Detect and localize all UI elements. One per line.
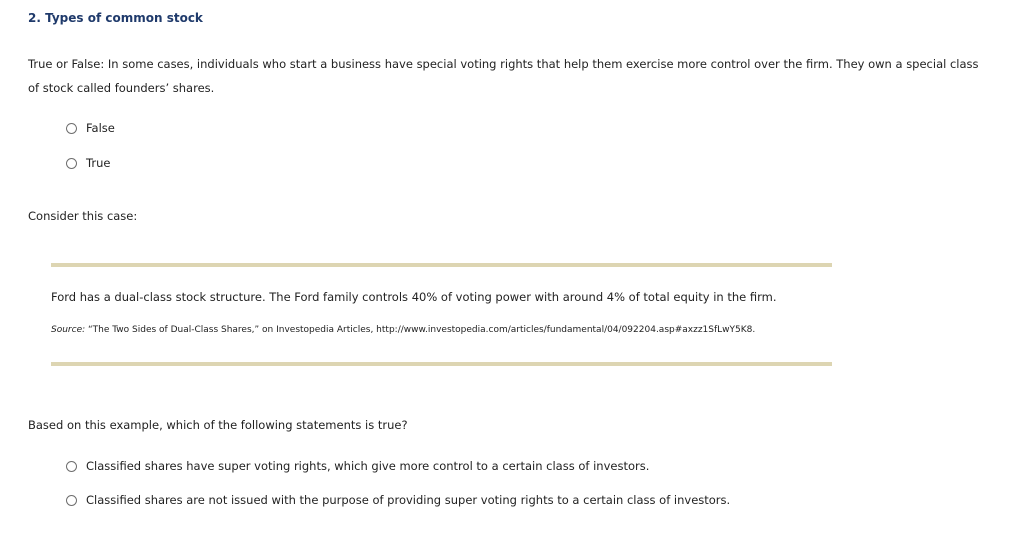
- case-source: [51, 325, 755, 335]
- source-text: “The Two Sides of Dual-Class Shares,” on Investopedia Articles, http://www.investopedia.com/articles/fundamental/04/092204.asp#axzz1SfLwY5K8.: [85, 325, 756, 335]
- option-true-label: True: [86, 156, 111, 170]
- question1-prompt: True or False: In some cases, individuals who start a business have special voting rights that help them exercise more control over the firm. They own a special class of stock called founders’ shares.: [28, 57, 979, 95]
- option-classified-not-super-voting[interactable]: [66, 493, 730, 507]
- option-true[interactable]: [66, 156, 110, 170]
- radio-button-option-b[interactable]: [66, 495, 77, 506]
- section-heading: 2. Types of common stock: [28, 11, 203, 25]
- radio-button-true[interactable]: [66, 158, 77, 169]
- option-a-label: Classified shares have super voting rights, which give more control to a certain class of investors.: [86, 459, 650, 473]
- option-false-label: False: [86, 121, 115, 135]
- source-label: Source:: [51, 325, 86, 335]
- case-top-divider: [51, 263, 832, 267]
- radio-button-option-a[interactable]: [66, 461, 77, 472]
- radio-button-false[interactable]: [66, 123, 77, 134]
- case-text: Ford has a dual-class stock structure. The Ford family controls 40% of voting power with around 4% of total equity in the firm.: [51, 290, 777, 304]
- case-bottom-divider: [51, 362, 832, 366]
- option-b-label: Classified shares are not issued with the purpose of providing super voting rights to a certain class of investors.: [86, 493, 731, 507]
- option-false[interactable]: [66, 121, 115, 135]
- option-classified-super-voting[interactable]: [66, 459, 649, 473]
- consider-label: Consider this case:: [28, 209, 138, 223]
- question2-prompt: Based on this example, which of the following statements is true?: [28, 418, 408, 432]
